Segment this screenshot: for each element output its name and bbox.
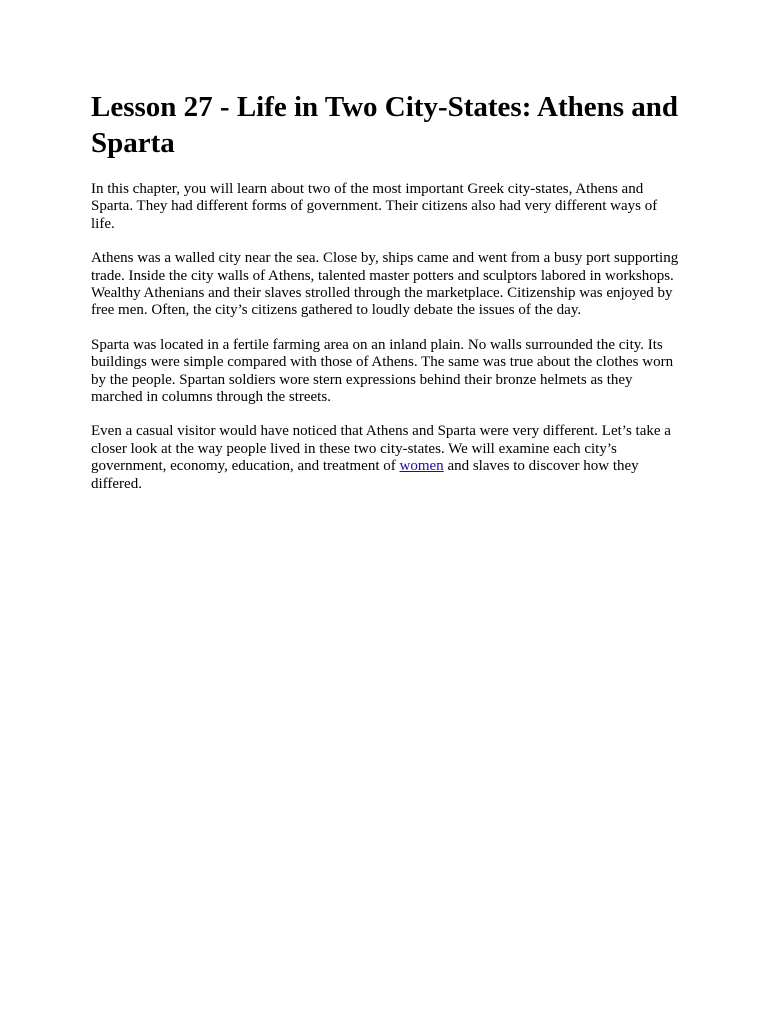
paragraph-comparison (91, 423, 681, 493)
paragraph-comparison-text-after: and slaves to discover how they differed. (91, 458, 639, 492)
paragraph-athens: Athens was a walled city near the sea. Close by, ships came and went from a busy port supporting trade. Inside the city walls of Athens, talented master potters and sculptors labored in workshops. Wealthy Athenians and their slaves strolled through the marketplace. Citizenship was enjoyed by free men. Often, the city’s citizens gathered to loudly debate the issues of the day. (91, 250, 679, 319)
paragraph-intro: In this chapter, you will learn about two of the most important Greek city-states, Athens and Sparta. They had different forms of government. Their citizens also had very different ways of life. (91, 181, 658, 232)
document-page (91, 89, 681, 510)
paragraph-comparison-text-before: Even a casual visitor would have noticed that Athens and Sparta were very different. Let’s take a closer look at the way people lived in these two city-states. We will examine each city’s government, economy, education, and treatment of (91, 423, 671, 475)
lesson-title: Lesson 27 - Life in Two City-States: Athens and Sparta (91, 91, 679, 159)
women-link[interactable]: women (399, 458, 444, 475)
paragraph-sparta: Sparta was located in a fertile farming area on an inland plain. No walls surrounded the city. Its buildings were simple compared with those of Athens. The same was true about the clothes worn by the people. Spartan soldiers wore stern expressions behind their bronze helmets as they marched in columns through the streets. (91, 336, 674, 406)
